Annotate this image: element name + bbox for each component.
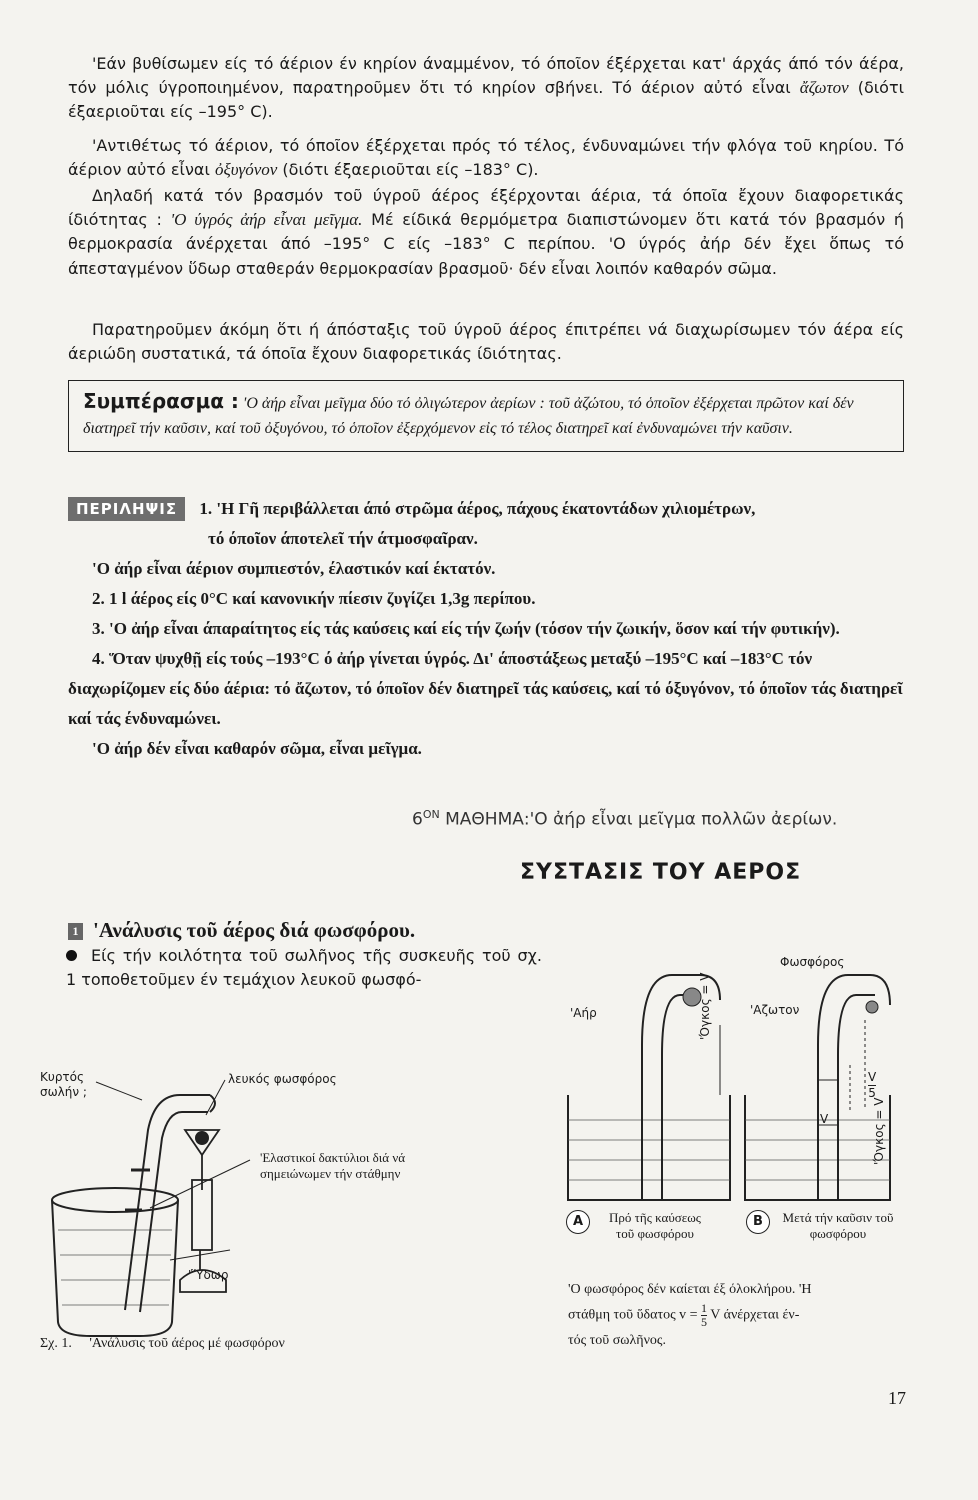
figure-2-drawing [560, 945, 940, 1215]
summary-badge: ΠΕΡΙΛΗΨΙΣ [68, 497, 185, 521]
fig2-b-marker: B [746, 1210, 770, 1234]
analysis-number: 1 [68, 923, 83, 940]
intro-paragraph-3 [68, 184, 904, 281]
summary-item-3: 3. 'Ο ἀήρ εἶναι άπαραίτητος είς τάς καύσεις καί είς τήν ζωήν (τόσον τήν ζωικήν, ὅσον καί τήν φυτικήν). [92, 619, 840, 638]
beaker [52, 1188, 178, 1336]
intro-italic-2: ὀξυγόνον [214, 160, 278, 180]
fig2-label-air: 'Αήρ [570, 1006, 597, 1020]
intro-text-1: 'Εάν βυθίσωμεν είς τό άέριον έν κηρίον άναμμένον, τό όποῖον έξέρχεται κατ' άρχάς άπό τόν άέρα, τόν μόλις ύγροποιημένον, παρατηροῦμεν ὅτι τό κηρίον σβήνει. Τό άέριον αὐτό εἶναι [68, 54, 904, 98]
fig2-a-text: Πρό τῆς καύσεως τοῦ φωσφόρου [609, 1210, 701, 1241]
summary-item-1: 1. 'Η Γῆ περιβάλλεται άπό στρῶμα άέρος, πάχους έκατοντάδων χιλιομέτρων, [199, 499, 756, 518]
intro-text-3: Δηλαδή κατά τόν βρασμόν τοῦ ύγροῦ άέρος έξέρχονται άέρια, τά όποῖα ἔχουν διαφορετικάς ίδιότητας : [68, 186, 904, 230]
lesson-heading [412, 808, 837, 830]
fig2-dims [720, 1020, 865, 1110]
beaker-a [568, 1095, 730, 1200]
figure-1-drawing [30, 1060, 420, 1350]
fig2-note [568, 1278, 918, 1353]
conclusion-label: Συμπέρασμα : [83, 389, 239, 413]
intro-italic-1: ἄζωτον [799, 78, 849, 98]
intro-italic-3: 'Ο ύγρός ἀήρ εἶναι μεῖγμα. [170, 210, 363, 230]
figure-1-caption [40, 1336, 285, 1352]
bullet-icon [66, 950, 77, 961]
fig2-label-phosphorus: Φωσφόρος [780, 955, 845, 969]
fig2-note-line2a: στάθμη τοῦ ὕδατος v = [568, 1307, 698, 1323]
phosphorus-b [866, 1001, 878, 1013]
analysis-title: 'Ανάλυσις τοῦ άέρος διά φωσφόρου. [93, 918, 416, 942]
leader-lines [96, 1080, 250, 1260]
summary-item-4b: 'Ο ἀήρ δέν εἶναι καθαρόν σῶμα, εἶναι μεῖγμα. [92, 739, 422, 758]
fig2-note-line3: τός τοῦ σωλῆνος. [568, 1333, 666, 1348]
summary-section [68, 494, 918, 764]
lesson-number: 6 [412, 809, 423, 830]
lesson-sup: ΟΝ [422, 808, 440, 821]
fig2-note-fraction [701, 1302, 707, 1329]
analysis-heading [68, 918, 415, 943]
fig2-label-v: V [820, 1112, 829, 1126]
fig2-note-line1: 'Ο φωσφόρος δέν καίεται έξ όλοκλήρου. 'Η [568, 1282, 812, 1297]
intro-paragraph-1 [68, 52, 904, 125]
analysis-paragraph [66, 944, 542, 992]
tube-b [818, 975, 890, 1200]
fig2-a-caption [566, 1210, 590, 1234]
fig2-b-text: Μετά τήν καῦσιν τοῦ φωσφόρου [782, 1210, 894, 1241]
fig2-v5-num: V [868, 1070, 877, 1084]
fig1-label-water: 'Ὕδωρ [188, 1268, 229, 1282]
beaker-a-water [568, 1120, 730, 1180]
intro-text-4: Παρατηροῦμεν άκόμη ὅτι ή άπόσταξις τοῦ ύγροῦ άέρος έπιτρέπει νά διαχωρίσωμεν τόν άέρα είς άεριώδη συστατικά, τά όποῖα ἔχουν διαφορετικάς ίδιότητας. [68, 320, 904, 364]
page-number: 17 [888, 1388, 906, 1408]
intro-text-3-end: Μέ είδικά θερμόμετρα διαπιστώνομεν ὅτι κατά τόν βρασμόν ή θερμοκρασία άνέρχεται άπό –195° C είς –183° C περίπου. 'Ο ύγρός ἀήρ δέν ἔχει ὅπως τό άπεσταγμένον ὕδωρ σταθεράν θερμοκρασίαν βρασμοῦ· δέν εἶναι λοιπόν καθαρόν σῶμα. [68, 210, 905, 278]
summary-item-4: 4. Ὅταν ψυχθῇ είς τούς –193°C ό ἀήρ γίνεται ύγρός. Δι' άποστάξεως μεταξύ –195°C καί –183°C τόν διαχωρίζομεν είς δύο άέρια: τό ἄζωτον, τό όποῖον δέν διατηρεῖ τάς καύσεις, καί τό όξυγόνον, τό όποῖον τάς διατηρεῖ καί τάς ένδυναμώνει. [68, 649, 903, 728]
fig1-caption-text: 'Ανάλυσις τοῦ άέρος μέ φωσφόρον [89, 1336, 285, 1351]
fig2-note-line2 [568, 1302, 918, 1329]
fig1-label-phosphorus: λευκός φωσφόρος [228, 1072, 337, 1086]
summary-item-2: 2. 1 l άέρος είς 0°C καί κανονικήν πίεσιν ζυγίζει 1,3g περίπου. [92, 589, 536, 608]
intro-paragraph-4 [68, 318, 904, 366]
fig1-label-tube: Κυρτός σωλήν ; [40, 1070, 87, 1099]
fig2-note-num: 1 [701, 1301, 708, 1315]
intro-paragraph-2 [68, 134, 904, 182]
summary-item-1b: τό όποῖον άποτελεῖ τήν άτμοσφαῖραν. [208, 529, 478, 548]
fig2-label-nitrogen: 'Αζωτον [750, 1003, 800, 1017]
summary-item-1c: 'Ο ἀήρ εἶναι άέριον συμπιεστόν, έλαστικόν καί έκτατόν. [92, 559, 496, 578]
fig2-v5-den: 5 [868, 1086, 876, 1100]
intro-text-2: 'Αντιθέτως τό άέριον, τό όποῖον έξέρχεται πρός τό τέλος, ένδυναμώνει τήν φλόγα τοῦ κηρίου. Τό άέριον αὐτό εἶναι [68, 136, 904, 180]
fig2-a-marker: A [566, 1210, 590, 1234]
fig2-note-den: 5 [701, 1315, 708, 1329]
fig2-b-caption [746, 1210, 770, 1234]
fig2-label-volume-a: 'Όγκος = V [698, 972, 712, 1040]
intro-text-1-end: (διότι έξαεριοῦται είς –195° C). [68, 78, 904, 122]
conclusion-box [68, 380, 904, 452]
fig2-label-volume-b: 'Όγκος = V [872, 1097, 886, 1165]
phosphorus-piece [195, 1131, 209, 1145]
water [58, 1230, 172, 1305]
fig1-caption-num: Σχ. 1. [40, 1336, 72, 1351]
fig1-label-rings: 'Ελαστικοί δακτύλιοι διά νά σημειώνωμεν τήν στάθμην [260, 1150, 406, 1181]
intro-text-2-end: (διότι έξαεριοῦται είς –183° C). [282, 160, 539, 180]
lesson-text: ΜΑΘΗΜΑ:'Ο ἀήρ εἶναι μεῖγμα πολλῶν ἀερίων. [445, 809, 838, 830]
section-title: ΣΥΣΤΑΣΙΣ ΤΟΥ ΑΕΡΟΣ [520, 860, 802, 885]
conclusion-text: 'Ο ἀήρ εἶναι μεῖγμα δύο τό ὀλιγώτερον ἀερίων : τοῦ ἀζώτου, τό ὁποῖον ἐξέρχεται πρῶτον καί δέν διατηρεῖ τήν καῦσιν, καί τοῦ ὀξυγόνου, τό ὁποῖον ἐξερχόμενον εἰς τό τέλος διατηρεῖ καί ἐνδυναμώνει τήν καῦσιν. [83, 395, 854, 437]
analysis-text: Είς τήν κοιλότητα τοῦ σωλῆνος τῆς συσκευῆς τοῦ σχ. 1 τοποθετοῦμεν έν τεμάχιον λευκοῦ φωσφό- [66, 946, 542, 990]
fig2-note-line2b: V άνέρχεται έν- [710, 1307, 800, 1323]
